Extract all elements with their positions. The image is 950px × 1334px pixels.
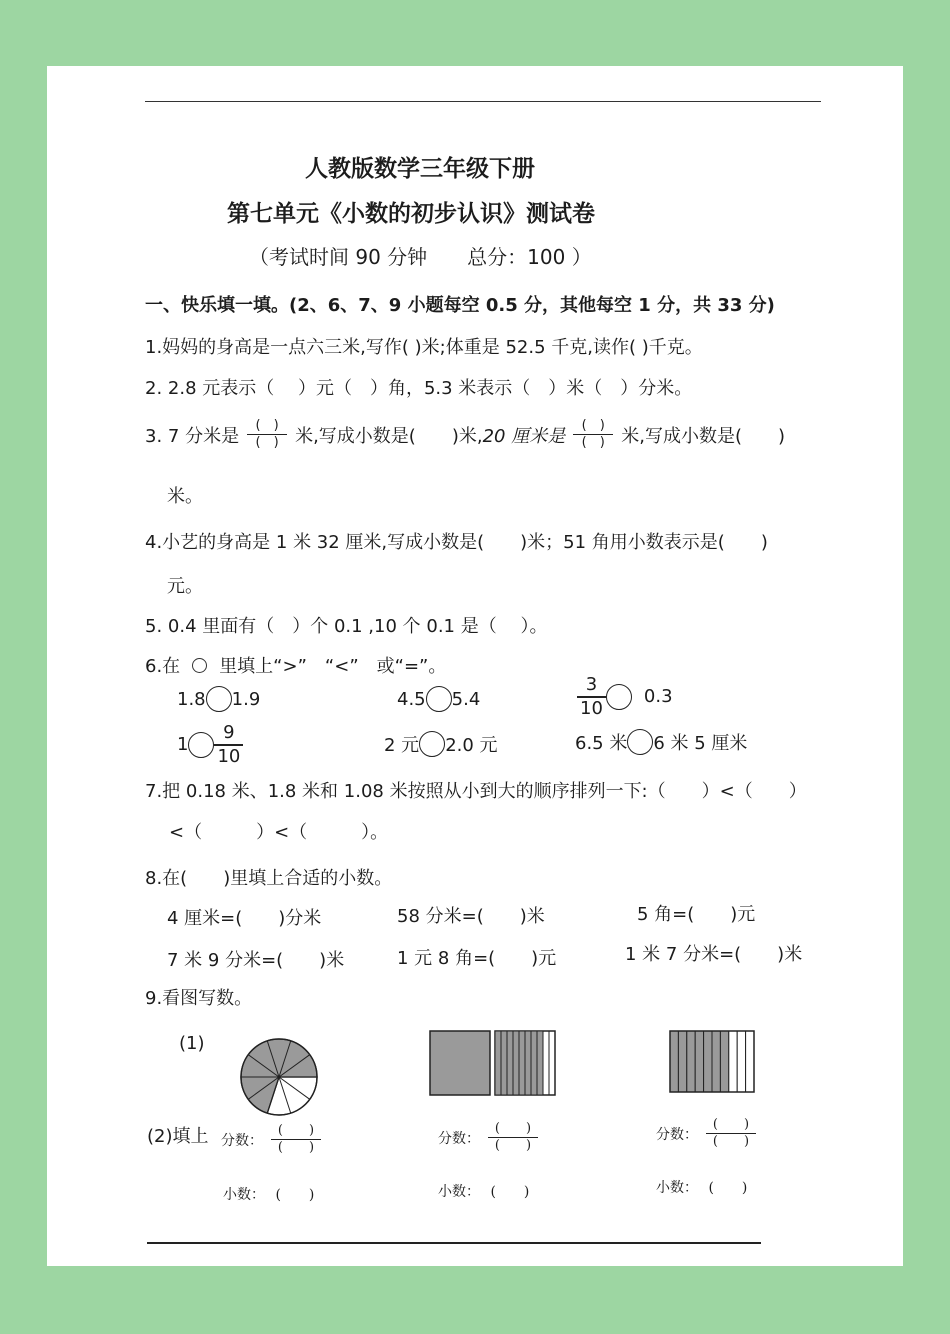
blank-fraction[interactable] xyxy=(271,1124,321,1156)
q6-text-b: 里填上“>” “<” 或“=”。 xyxy=(219,656,447,677)
fraction xyxy=(214,724,243,766)
question-5: 5. 0.4 里面有（ ）个 0.1 ,10 个 0.1 是（ ）。 xyxy=(145,616,548,637)
compare-right: 6 米 5 厘米 xyxy=(653,733,748,754)
q8-item: 58 分米=( )米 xyxy=(397,906,545,927)
compare-circle[interactable] xyxy=(606,684,632,710)
compare-3 xyxy=(577,676,673,718)
denominator: 10 xyxy=(580,697,603,719)
q8-item: 1 米 7 分米=( )米 xyxy=(625,944,803,965)
question-4: 4.小艺的身高是 1 米 32 厘米,写成小数是( )米；51 角用小数表示是( ) xyxy=(145,532,768,553)
compare-1 xyxy=(177,686,260,712)
blank-denominator: ( ) xyxy=(494,1138,532,1154)
q3-text-c: 20 厘米是 xyxy=(482,425,566,447)
page-title: 人教版数学三年级下册 xyxy=(305,156,535,182)
question-3 xyxy=(145,419,785,451)
answer-fraction-2 xyxy=(438,1122,538,1154)
blank-numerator: ( ) xyxy=(494,1121,532,1136)
q3-text-a: 3. 7 分米是 xyxy=(145,425,240,447)
decimal-blank[interactable]: ( ) xyxy=(708,1180,748,1196)
question-6 xyxy=(145,652,446,678)
blank-denominator: ( ) xyxy=(277,1140,315,1156)
compare-circle[interactable] xyxy=(188,732,214,758)
answer-decimal-1 xyxy=(223,1184,314,1204)
q8-item: 7 米 9 分米=( )米 xyxy=(167,950,345,971)
blank-numerator: ( ) xyxy=(581,418,605,433)
numerator: 9 xyxy=(223,722,235,743)
answer-decimal-3 xyxy=(656,1177,747,1197)
compare-right: 2.0 元 xyxy=(445,735,498,756)
q3-fraction-blank-1 xyxy=(247,419,287,451)
question-2: 2. 2.8 元表示（ ）元（ ）角，5.3 米表示（ ）米（ ）分米。 xyxy=(145,378,693,399)
q9-part-1: (1) xyxy=(179,1033,205,1054)
answer-fraction-3 xyxy=(656,1118,756,1150)
q9-part-2: (2)填上 xyxy=(147,1126,209,1147)
fraction-label: 分数： xyxy=(438,1130,480,1147)
compare-2 xyxy=(397,686,480,712)
section-heading: 一、快乐填一填。(2、6、7、9 小题每空 0.5 分，其他每空 1 分，共 33 分) xyxy=(145,295,775,316)
q6-text-a: 6.在 xyxy=(145,656,181,677)
blank-denominator: ( ) xyxy=(581,435,605,451)
compare-6 xyxy=(575,729,747,755)
question-7: 7.把 0.18 米、1.8 米和 1.08 米按照从小到大的顺序排列一下:（ ）<（ ） xyxy=(145,781,807,802)
decimal-label: 小数： xyxy=(656,1180,698,1196)
question-8: 8.在( )里填上合适的小数。 xyxy=(145,868,393,889)
denominator: 10 xyxy=(217,745,241,767)
compare-circle[interactable] xyxy=(206,686,232,712)
compare-left: 6.5 米 xyxy=(575,733,628,754)
q3-text-d: 米,写成小数是( ) xyxy=(621,425,785,447)
blank-numerator: ( ) xyxy=(277,1123,315,1138)
decimal-label: 小数： xyxy=(223,1187,265,1203)
compare-left: 2 元 xyxy=(384,735,420,756)
q3-fraction-blank-2 xyxy=(573,419,613,451)
compare-circle[interactable] xyxy=(419,731,445,757)
question-3-cont: 米。 xyxy=(167,486,203,507)
compare-4 xyxy=(177,724,243,766)
compare-circle[interactable] xyxy=(627,729,653,755)
compare-left: 1.8 xyxy=(177,688,206,710)
fraction-label: 分数： xyxy=(221,1132,263,1149)
numerator: 3 xyxy=(585,674,598,695)
answer-fraction-1 xyxy=(221,1124,321,1156)
bottom-rule xyxy=(147,1242,761,1244)
compare-5 xyxy=(384,731,498,757)
blank-numerator: ( ) xyxy=(255,418,279,433)
decimal-blank[interactable]: ( ) xyxy=(490,1184,530,1200)
compare-right: 0.3 xyxy=(643,686,673,708)
page-subtitle: 第七单元《小数的初步认识》测试卷 xyxy=(227,201,595,227)
question-4-cont: 元。 xyxy=(167,576,203,597)
compare-right: 5.4 xyxy=(451,688,481,710)
squares-figure xyxy=(429,1030,557,1098)
worksheet-page xyxy=(47,66,903,1266)
blank-denominator: ( ) xyxy=(712,1134,750,1150)
blank-numerator: ( ) xyxy=(712,1117,750,1132)
question-1: 1.妈妈的身高是一点六三米,写作( )米;体重是 52.5 千克,读作( )千克。 xyxy=(145,337,703,358)
circle-icon xyxy=(192,658,207,673)
fraction-label: 分数： xyxy=(656,1126,698,1143)
q8-item: 4 厘米=( )分米 xyxy=(167,908,322,929)
compare-right: 1.9 xyxy=(231,688,261,710)
q3-text-b: 米,写成小数是( )米, xyxy=(295,425,483,447)
blank-fraction[interactable] xyxy=(706,1118,756,1150)
mixed-whole: 1 xyxy=(177,734,189,756)
compare-circle[interactable] xyxy=(426,686,452,712)
answer-decimal-2 xyxy=(438,1181,529,1201)
exam-info: （考试时间 90 分钟 总分：100 ） xyxy=(249,245,592,269)
question-9: 9.看图写数。 xyxy=(145,988,253,1009)
blank-fraction[interactable] xyxy=(488,1122,538,1154)
blank-denominator: ( ) xyxy=(255,435,279,451)
q8-item: 5 角=( )元 xyxy=(637,904,756,925)
top-rule xyxy=(145,101,821,102)
strip-figure xyxy=(669,1030,755,1094)
fraction xyxy=(577,676,606,718)
decimal-blank[interactable]: ( ) xyxy=(275,1187,315,1203)
compare-left: 4.5 xyxy=(397,688,426,710)
q8-item: 1 元 8 角=( )元 xyxy=(397,948,557,969)
question-7-cont: <（ ）<（ ）。 xyxy=(169,822,389,843)
decimal-label: 小数： xyxy=(438,1184,480,1200)
pie-figure xyxy=(239,1037,319,1117)
